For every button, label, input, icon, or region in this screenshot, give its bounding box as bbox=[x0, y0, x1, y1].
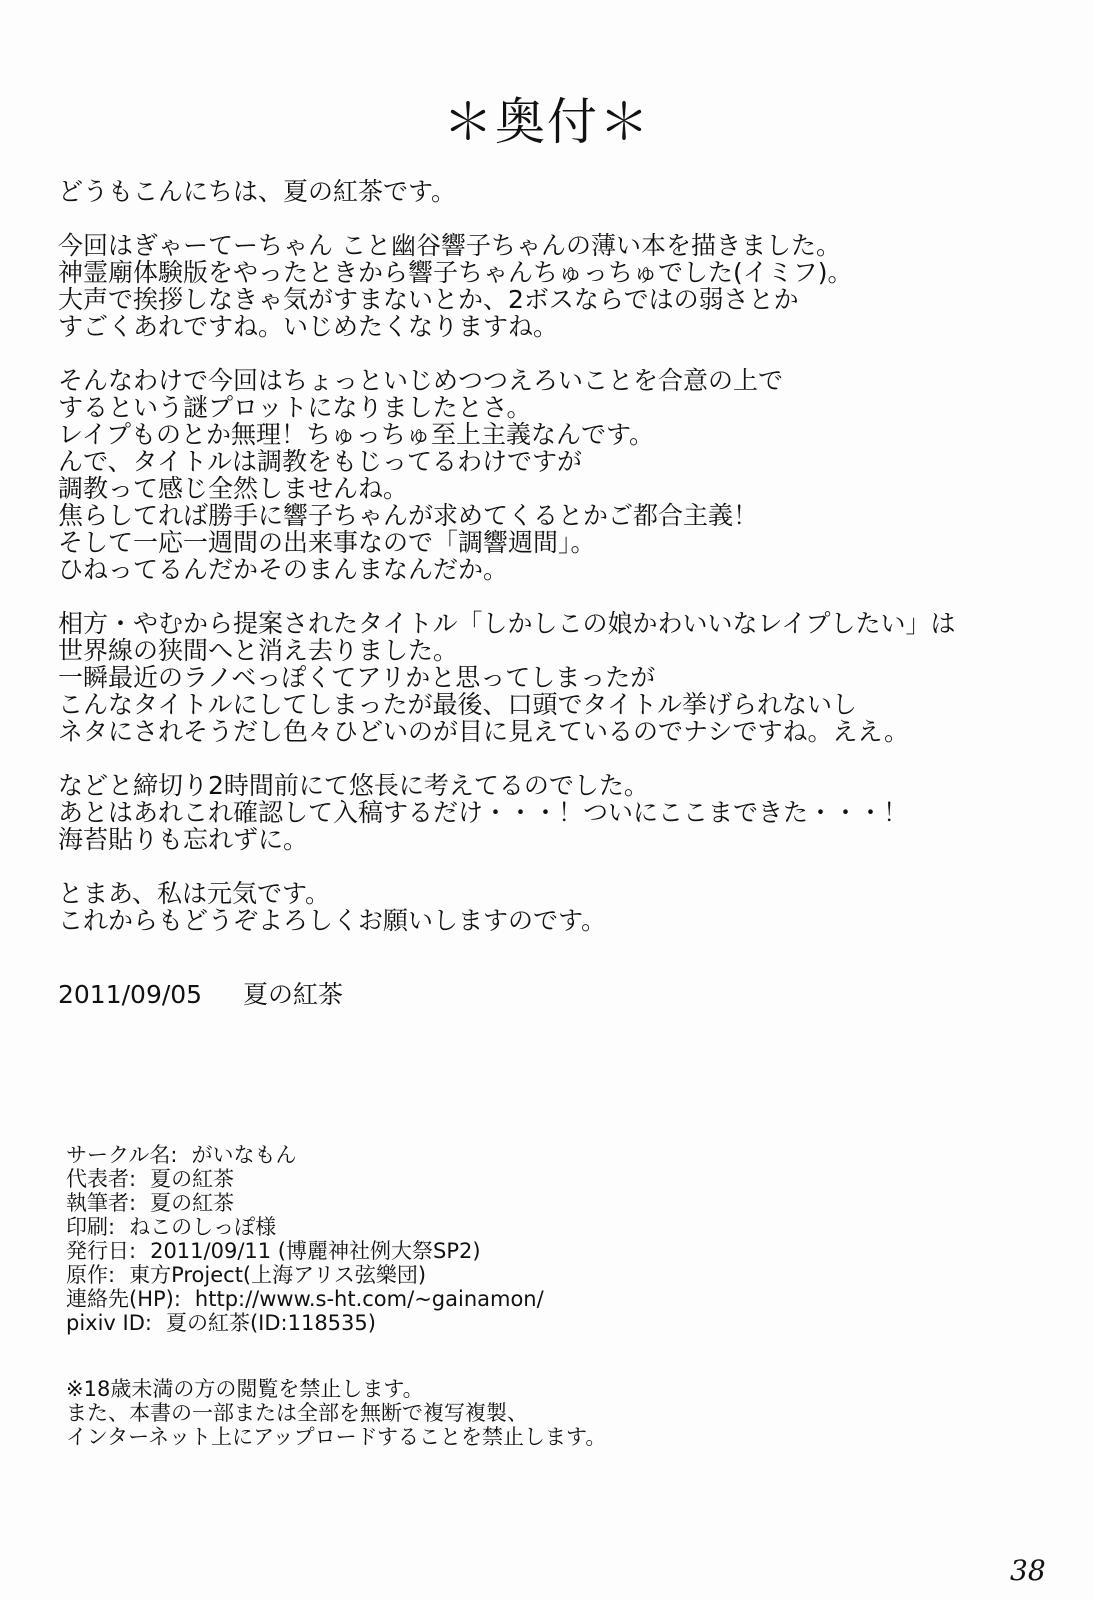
colophon-details bbox=[66, 1143, 966, 1335]
colophon-value: 夏の紅茶 bbox=[150, 1191, 235, 1215]
colophon-label: 執筆者: bbox=[66, 1191, 137, 1215]
paragraph-deadline bbox=[58, 772, 1058, 853]
notice-line: また、本書の一部または全部を無断で複写複製、 bbox=[66, 1401, 528, 1425]
colophon-value: 2011/09/11 (博麗神社例大祭SP2) bbox=[150, 1239, 481, 1263]
page-title: ＊奥付＊ bbox=[443, 93, 651, 151]
colophon-label: pixiv ID: bbox=[66, 1311, 152, 1335]
colophon-value: http://www.s-ht.com/~gainamon/ bbox=[194, 1287, 544, 1311]
colophon-row-circle bbox=[66, 1143, 966, 1167]
colophon-row-printer bbox=[66, 1215, 966, 1239]
text-line: あとはあれこれ確認して入稿するだけ・・・！ついにここまできた・・・！ bbox=[58, 798, 909, 827]
colophon-value: 東方Project(上海アリス弦樂団) bbox=[129, 1263, 427, 1287]
signature bbox=[58, 980, 343, 1010]
colophon-value: 夏の紅茶(ID:118535) bbox=[165, 1311, 376, 1335]
text-line: こんなタイトルにしてしまったが最後、口頭でタイトル挙げられないし bbox=[58, 690, 858, 719]
signature-date: 2011/09/05 bbox=[58, 980, 203, 1009]
text-line: んで、タイトルは調教をもじってるわけですが bbox=[58, 447, 583, 476]
colophon-label: 連絡先(HP): bbox=[66, 1287, 181, 1311]
colophon-row-pixiv bbox=[66, 1311, 966, 1335]
text-line: などと締切り2時間前にて悠長に考えてるのでした。 bbox=[58, 771, 649, 800]
colophon-row-contact bbox=[66, 1287, 966, 1311]
signature-name: 夏の紅茶 bbox=[243, 980, 344, 1009]
text-line: 大声で挨拶しなきゃ気がすまないとか、2ボスならではの弱さとか bbox=[58, 285, 799, 314]
colophon-value: がいなもん bbox=[191, 1143, 297, 1167]
text-line: ひねってるんだかそのまんまなんだか。 bbox=[58, 555, 509, 584]
paragraph-plot bbox=[58, 367, 1058, 583]
text-line: そして一応一週間の出来事なので「調響週間」。 bbox=[58, 528, 596, 557]
notice-line: インターネット上にアップロードすることを禁止します。 bbox=[66, 1425, 607, 1449]
colophon-row-author bbox=[66, 1191, 966, 1215]
text-line: 神霊廟体験版をやったときから響子ちゃんちゅっちゅでした(イミフ)。 bbox=[58, 258, 853, 287]
text-line: 海苔貼りも忘れずに。 bbox=[58, 825, 309, 854]
text-line: 調教って感じ全然しませんね。 bbox=[58, 474, 409, 503]
text-line: とまあ、私は元気です。 bbox=[58, 879, 331, 908]
paragraph-greeting bbox=[58, 178, 1058, 205]
text-line: 一瞬最近のラノベっぽくてアリかと思ってしまったが bbox=[58, 663, 656, 692]
text-line: 焦らしてれば勝手に響子ちゃんが求めてくるとかご都合主義！ bbox=[58, 501, 759, 530]
colophon-label: 原作: bbox=[66, 1263, 116, 1287]
text-line: レイプものとか無理！ちゅっちゅ至上主義なんです。 bbox=[58, 420, 655, 449]
text-line: 相方・やむから提案されたタイトル「しかしこの娘かわいいなレイプしたい」は bbox=[58, 609, 956, 638]
colophon-label: サークル名: bbox=[66, 1143, 178, 1167]
page-number: 38 bbox=[1010, 1554, 1046, 1587]
text-line: すごくあれですね。いじめたくなりますね。 bbox=[58, 312, 559, 341]
colophon-label: 発行日: bbox=[66, 1239, 137, 1263]
colophon-value: ねこのしっぽ様 bbox=[129, 1215, 277, 1239]
colophon-value: 夏の紅茶 bbox=[150, 1167, 235, 1191]
text-line: これからもどうぞよろしくお願いしますのです。 bbox=[58, 906, 607, 935]
text-line: するという謎プロットになりましたとさ。 bbox=[58, 393, 532, 422]
colophon-row-original-work bbox=[66, 1263, 966, 1287]
colophon-row-representative bbox=[66, 1167, 966, 1191]
notice-line: ※18歳未満の方の閲覧を禁止します。 bbox=[66, 1377, 424, 1401]
colophon-label: 代表者: bbox=[66, 1167, 137, 1191]
copyright-notice bbox=[66, 1377, 966, 1449]
text-line: そんなわけで今回はちょっといじめつつえろいことを合意の上で bbox=[58, 366, 784, 395]
text-line: ネタにされそうだし色々ひどいのが目に見えているのでナシですね。ええ。 bbox=[58, 717, 910, 746]
colophon-row-issue-date bbox=[66, 1239, 966, 1263]
paragraph-closing bbox=[58, 880, 1058, 934]
text-line: どうもこんにちは、夏の紅茶です。 bbox=[58, 177, 457, 206]
paragraph-title-idea bbox=[58, 610, 1058, 745]
afterword-body bbox=[58, 178, 1058, 961]
text-line: 今回はぎゃーてーちゃん こと幽谷響子ちゃんの薄い本を描きました。 bbox=[58, 231, 841, 260]
text-line: 世界線の狭間へと消え去りました。 bbox=[58, 636, 459, 665]
colophon-label: 印刷: bbox=[66, 1215, 116, 1239]
paragraph-about-book bbox=[58, 232, 1058, 340]
